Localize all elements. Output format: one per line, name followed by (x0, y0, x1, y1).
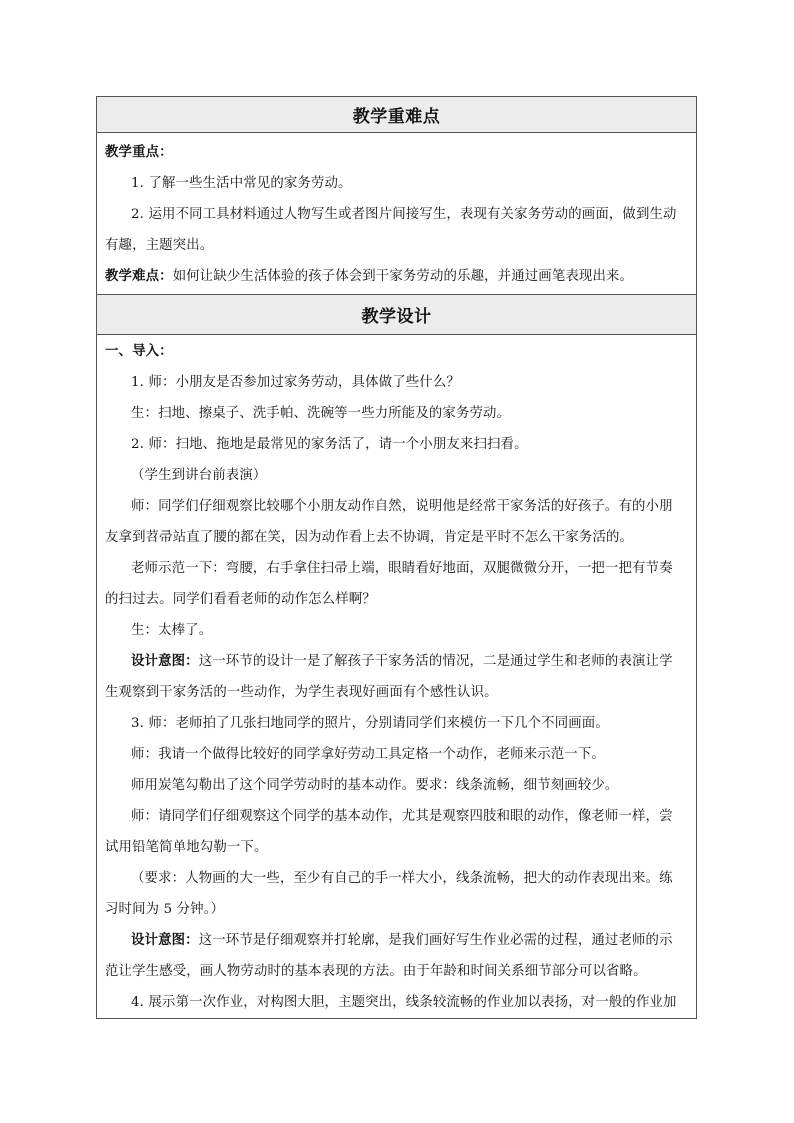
part-1-heading: 一、导入： (105, 343, 173, 359)
activity-line-6: （要求：人物画的大一些，至少有自己的手一样大小，线条流畅，把大的动作表现出来。练 (131, 871, 673, 886)
dialogue-line-6: 友拿到苕帚站直了腰的都在笑，因为动作看上去不协调，肯定是平时不怎么干家务活的。 (105, 530, 634, 545)
key-points-label-row (105, 137, 688, 168)
key-point-item-1: 1. 了解一些生活中常见的家务劳动。 (131, 176, 352, 191)
design-intent-2-text: 这一环节是仔细观察并打轮廓，是我们画好写生作业必需的过程，通过老师的示 (198, 933, 673, 948)
activity-line-2: 师：我请一个做得比较好的同学拿好劳动工具定格一个动作，老师来示范一下。 (131, 747, 605, 762)
lesson-plan-table (96, 96, 697, 1019)
difficulty-label: 教学难点： (105, 268, 173, 284)
dialogue-line-5: 师：同学们仔细观察比较哪个小朋友动作自然，说明他是经常干家务活的好孩子。有的小朋 (131, 499, 673, 514)
dialogue-line-3: 2. 师：扫地、拖地是最常见的家务活了，请一个小朋友来扫扫看。 (131, 437, 528, 452)
section-title-key-points: 教学重难点 (97, 97, 696, 133)
key-points-cell (97, 133, 696, 294)
activity-line-7: 习时间为 5 分钟。） (105, 902, 225, 917)
key-point-item-2-line-1: 2. 运用不同工具材料通过人物写生或者图片间接写生，表现有关家务劳动的画面，做到生动 (131, 207, 677, 222)
design-intent-2-label: 设计意图： (131, 932, 199, 948)
activity-line-5: 试用铅笔简单地勾勒一下。 (105, 840, 268, 855)
design-intent-1-line-2: 生观察到干家务活的一些动作，为学生表现好画面有个感性认识。 (105, 685, 498, 700)
design-intent-1-text: 这一环节的设计一是了解孩子干家务活的情况，二是通过学生和老师的表演让学 (198, 654, 673, 669)
design-intent-1-row (105, 646, 688, 677)
activity-line-4: 师：请同学们仔细观察这个同学的基本动作，尤其是观察四肢和眼的动作，像老师一样，尝 (131, 809, 673, 824)
key-point-item-2-line-2: 有趣，主题突出。 (105, 238, 214, 253)
activity-line-8: 4. 展示第一次作业，对构图大胆，主题突出，线条较流畅的作业加以表扬，对一般的作业加 (131, 995, 677, 1010)
design-intent-1-label: 设计意图： (131, 653, 199, 669)
design-intent-2-line-2: 范让学生感受，画人物劳动时的基本表现的方法。由于年龄和时间关系细节部分可以省略。 (105, 964, 647, 979)
activity-line-1: 3. 师：老师拍了几张扫地同学的照片，分别请同学们来模仿一下几个不同画面。 (131, 716, 609, 731)
dialogue-line-1: 1. 师：小朋友是否参加过家务劳动，具体做了些什么？ (131, 375, 460, 390)
difficulty-text: 如何让缺少生活体验的孩子体会到干家务劳动的乐趣，并通过画笔表现出来。 (172, 269, 634, 284)
dialogue-line-4: （学生到讲台前表演） (131, 468, 267, 483)
difficulty-row (105, 261, 688, 292)
activity-line-3: 师用炭笔勾勒出了这个同学劳动时的基本动作。要求：线条流畅，细节刻画较少。 (131, 778, 619, 793)
design-intent-2-row (105, 925, 688, 956)
dialogue-line-9: 生：太棒了。 (131, 623, 213, 638)
teaching-design-cell (97, 335, 696, 1018)
part-1-heading-row (105, 336, 688, 367)
dialogue-line-2: 生：扫地、擦桌子、洗手帕、洗碗等一些力所能及的家务劳动。 (131, 406, 511, 421)
dialogue-line-8: 的扫过去。同学们看看老师的动作怎么样啊？ (105, 592, 376, 607)
dialogue-line-7: 老师示范一下：弯腰，右手拿住扫帚上端，眼睛看好地面，双腿微微分开，一把一把有节奏 (131, 561, 673, 576)
key-points-label: 教学重点： (105, 144, 173, 160)
section-title-teaching-design: 教学设计 (97, 294, 696, 335)
